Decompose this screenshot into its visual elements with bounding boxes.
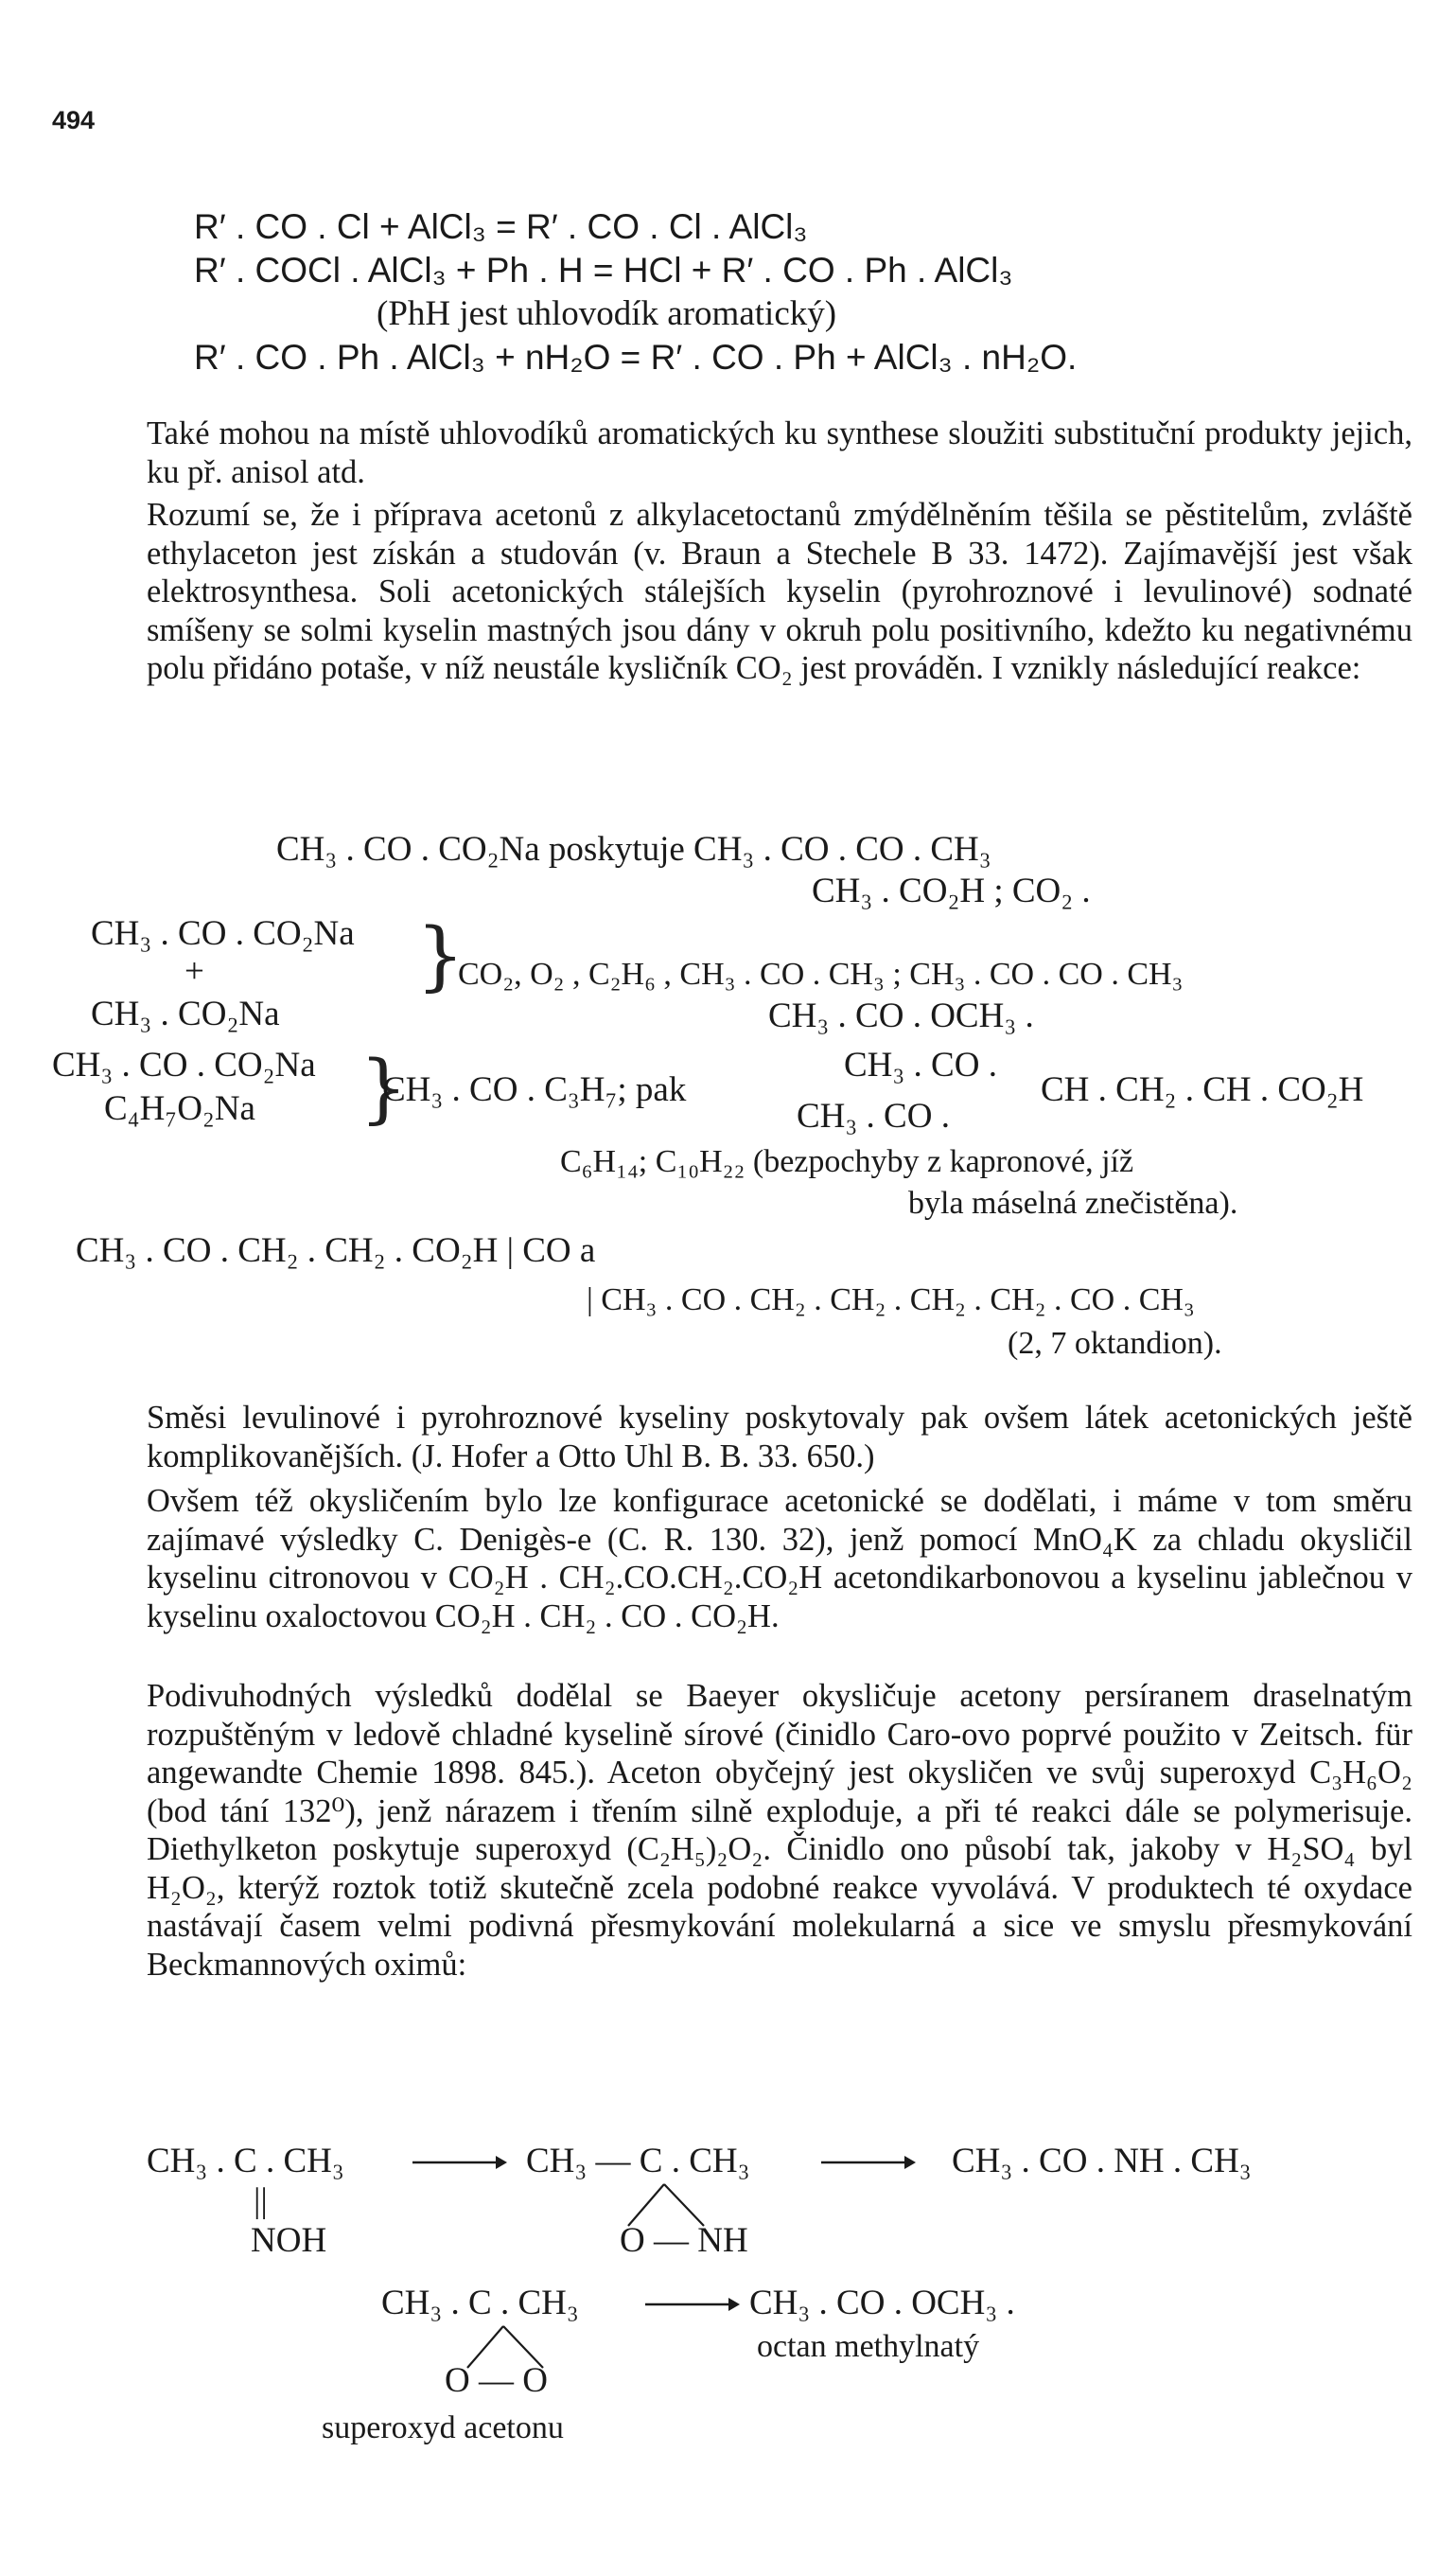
- paragraph-text: Ovšem též okysličením bylo lze konfigurace acetonické se dodělati, i máme v tom směru zajímavé výsledky C. Denigès-e (C. R. 130. 32), jenž pomocí MnO₄K za chladu okysličil kyselinu citronovou v CO₂H . CH₂.CO.CH₂.CO₂H acetondikarbonovou a kyselinu jablečnou v kyselinu oxaloctovou CO₂H . CH₂ . CO . CO₂H.: [147, 1483, 1412, 1634]
- reaction-3-alkanes: C₆H₁₄; C₁₀H₂₂ (bezpochyby z kapronové, jíž: [560, 1144, 1134, 1179]
- scheme-ester-label: octan methylnatý: [757, 2329, 980, 2364]
- paragraph-baeyer: [147, 1677, 1412, 1984]
- reaction-3-fork-chain: CH . CH₂ . CH . CO₂H: [1041, 1070, 1364, 1109]
- paragraph-substitution: [147, 415, 1412, 491]
- page-number: 494: [52, 106, 96, 134]
- reaction-3-reactant-a: CH₃ . CO . CO₂Na: [52, 1046, 316, 1085]
- paragraph-oxidation: [147, 1482, 1412, 1635]
- reaction-3-brace: }: [360, 1044, 408, 1132]
- paragraph-text: Rozumí se, že i příprava acetonů z alkylacetoctanů zmýdělněním těšila se pěstitelům, zvláště ethylaceton jest získán a studován (v. Braun a Stechele B 33. 1472). Zajímavější jest však elektrosynthesa. Soli acetonických stálejších kyselin (pyrohroznové i levulinové) sodnaté smíšeny se solmi kyselin mastných jsou dány v okruh polu positivního, kdežto ku negativnému polu přidáno potaše, v níž neustále kysličník CO₂ jest prováděn. I vznikly následující reakce:: [147, 497, 1412, 686]
- equation-note: (PhH jest uhlovodík aromatický): [377, 294, 837, 333]
- equation-2: R′ . COCl . AlCl₃ + Ph . H = HCl + R′ . CO . Ph . AlCl₃: [194, 251, 1013, 290]
- reaction-3-product: CH₃ . CO . C₃H₇; pak: [382, 1070, 687, 1109]
- paragraph-text: Směsi levulinové i pyrohroznové kyseliny poskytovaly pak ovšem látek acetonických ještě komplikovanějších. (J. Hofer a Otto Uhl B. B. 33. 650.): [147, 1400, 1412, 1474]
- reaction-3-fork-2: CH₃ . CO .: [797, 1097, 950, 1136]
- arrow-2: [821, 2148, 916, 2177]
- reaction-2-plus: +: [184, 952, 204, 991]
- scheme-oxaziridine-ring: O — NH: [620, 2221, 748, 2260]
- reaction-4: CH₃ . CO . CH₂ . CH₂ . CO₂H | CO a: [76, 1231, 596, 1270]
- reaction-4-product: | CH₃ . CO . CH₂ . CH₂ . CH₂ . CH₂ . CO . CH₃: [587, 1282, 1195, 1317]
- scheme-oxime: CH₃ . C . CH₃: [147, 2142, 344, 2180]
- reaction-2-products-2: CH₃ . CO . OCH₃ .: [768, 997, 1034, 1035]
- scheme-dioxirane-label: superoxyd acetonu: [322, 2410, 564, 2445]
- scheme-dioxirane: CH₃ . C . CH₃: [381, 2284, 579, 2322]
- reaction-2-products-1: CO₂, O₂ , C₂H₆ , CH₃ . CO . CH₃ ; CH₃ . CO . CO . CH₃: [458, 957, 1184, 992]
- reaction-3-alkanes-2: byla máselná znečistěna).: [908, 1186, 1238, 1221]
- paragraph-text: Podivuhodných výsledků dodělal se Baeyer okysličuje acetony persíranem draselnatým rozpuštěným v ledově chladné kyselině sírové (činidlo Caro-ovo poprvé použito v Zeitsch. für angewandte Chemie 1898. 845.). Aceton obyčejný jest okysličen ve svůj superoxyd C₃H₆O₂ (bod tání 132⁰), jenž nárazem i třením silně exploduje, a při té reakci dále se polymerisuje. Diethylketon poskytuje superoxyd (C₂H₅)₂O₂. Činidlo ono působí tak, jakoby v H₂SO₄ byl H₂O₂, kterýž roztok totiž skutečně zcela podobné reakce vyvolává. V produktech té oxydace nastávají časem velmi podivná přesmykování molekularná a sice ve smyslu přesmykování Beckmannových oximů:: [147, 1678, 1412, 1983]
- arrow-3: [645, 2290, 740, 2319]
- scheme-oxime-bond: ||: [254, 2181, 268, 2220]
- reaction-2-reactant-a: CH₃ . CO . CO₂Na: [91, 914, 355, 953]
- reaction-2-reactant-b: CH₃ . CO₂Na: [91, 995, 280, 1033]
- equation-3: R′ . CO . Ph . AlCl₃ + nH₂O = R′ . CO . Ph + AlCl₃ . nH₂O.: [194, 338, 1078, 377]
- paragraph-text: Také mohou na místě uhlovodíků aromatických ku synthese sloužiti substituční produkty jejich, ku př. anisol atd.: [147, 415, 1412, 490]
- scheme-oxaziridine: CH₃ — C . CH₃: [526, 2142, 750, 2180]
- reaction-4-label: (2, 7 oktandion).: [1008, 1326, 1222, 1361]
- reaction-2-brace: }: [416, 911, 465, 999]
- reaction-1: CH₃ . CO . CO₂Na poskytuje CH₃ . CO . CO . CH₃: [276, 830, 991, 869]
- paragraph-electrosynthesis: [147, 496, 1412, 688]
- arrow-1: [412, 2148, 507, 2177]
- equation-1: R′ . CO . Cl + AlCl₃ = R′ . CO . Cl . AlCl₃: [194, 207, 808, 246]
- scheme-dioxirane-ring: O — O: [445, 2361, 548, 2400]
- scheme-oxime-noh: NOH: [251, 2221, 327, 2260]
- reaction-3-fork-1: CH₃ . CO .: [844, 1046, 997, 1085]
- reaction-1-products: CH₃ . CO₂H ; CO₂ .: [812, 872, 1091, 910]
- reaction-3-reactant-b: C₄H₇O₂Na: [104, 1089, 255, 1128]
- scheme-amide: CH₃ . CO . NH . CH₃: [952, 2142, 1252, 2180]
- paragraph-mixtures: [147, 1399, 1412, 1475]
- scheme-ester: CH₃ . CO . OCH₃ .: [749, 2284, 1015, 2322]
